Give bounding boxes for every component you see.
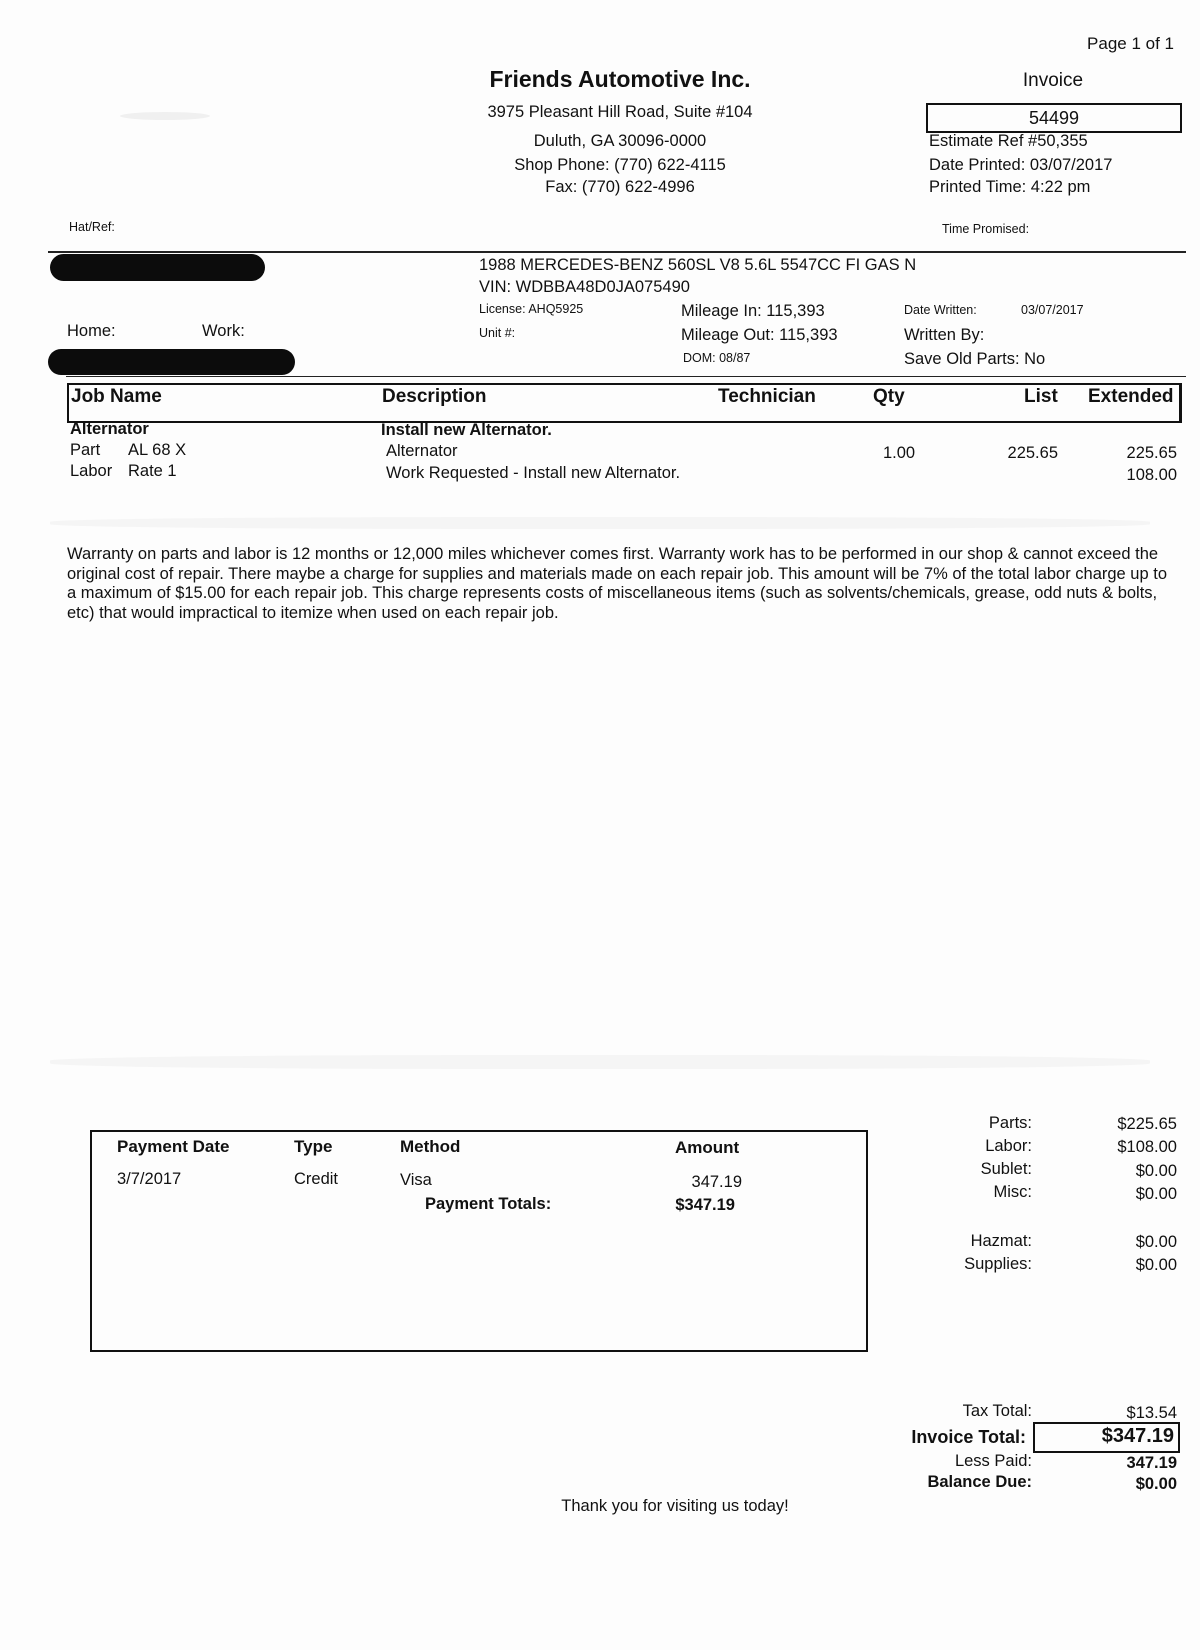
col-description: Description <box>382 386 487 407</box>
hazmat-label: Hazmat: <box>970 1232 1032 1250</box>
redacted-customer-name <box>50 254 265 281</box>
payment-type: Credit <box>294 1170 339 1188</box>
col-technician: Technician <box>718 386 816 407</box>
estimate-ref: Estimate Ref #50,355 <box>929 132 1088 150</box>
printed-time: Printed Time: 4:22 pm <box>929 178 1091 196</box>
invoice-total: $347.19 <box>1101 1425 1174 1447</box>
mileage-in: Mileage In: 115,393 <box>681 302 825 320</box>
misc-total: $0.00 <box>1135 1185 1177 1203</box>
invoice-number: 54499 <box>926 103 1182 133</box>
col-payment-date: Payment Date <box>117 1137 230 1156</box>
written-by-label: Written By: <box>904 326 985 344</box>
payment-method: Visa <box>400 1171 432 1189</box>
col-payment-amount: Amount <box>675 1138 740 1157</box>
hazmat-total: $0.00 <box>1135 1233 1177 1251</box>
payment-amount: 347.19 <box>691 1173 742 1191</box>
less-paid-label: Less Paid: <box>954 1452 1032 1470</box>
header-divider <box>48 251 1186 253</box>
vehicle-unit: Unit #: <box>479 326 516 340</box>
vehicle-dom: DOM: 08/87 <box>683 351 751 365</box>
col-list: List <box>1024 386 1058 407</box>
company-phone: Shop Phone: (770) 622-4115 <box>514 156 726 174</box>
date-written-label: Date Written: <box>904 303 977 317</box>
col-payment-type: Type <box>294 1137 333 1156</box>
paper-fold <box>50 1055 1150 1069</box>
row-extended: 108.00 <box>1126 466 1177 484</box>
misc-label: Misc: <box>993 1183 1032 1201</box>
hat-ref-label: Hat/Ref: <box>69 220 115 234</box>
vehicle-license: License: AHQ5925 <box>479 302 584 316</box>
payment-box <box>90 1130 868 1352</box>
balance-due-label: Balance Due: <box>927 1473 1032 1491</box>
row-code: Rate 1 <box>128 462 177 480</box>
labor-label: Labor: <box>985 1137 1032 1155</box>
payment-totals-value: $347.19 <box>675 1196 735 1214</box>
company-fax: Fax: (770) 622-4996 <box>545 178 695 196</box>
row-description: Work Requested - Install new Alternator. <box>386 464 681 482</box>
time-promised-label: Time Promised: <box>942 222 1030 236</box>
warranty-text: Warranty on parts and labor is 12 months or 12,000 miles whichever comes first. Warranty work has to be performed in our shop & cannot exceed the original cost of repair. There maybe a charge for supplies and materials made on each repair job. This amount will be 7% of the total labor charge up to a maximum of $15.00 for each repair job. This charge represents costs of miscellaneous items (such as solvents/chemicals, grease, odd nuts & bolts, etc) that would impractical to itemize when used on each repair job. <box>67 545 1168 622</box>
col-qty: Qty <box>873 386 905 407</box>
date-written-value: 03/07/2017 <box>1021 303 1084 317</box>
paper-fold <box>50 517 1150 529</box>
mileage-out: Mileage Out: 115,393 <box>681 326 838 344</box>
payment-totals-label: Payment Totals: <box>425 1195 552 1213</box>
job-description: Install new Alternator. <box>381 421 552 439</box>
less-paid-value: 347.19 <box>1126 1454 1177 1472</box>
parts-total: $225.65 <box>1117 1115 1177 1133</box>
vehicle-vin: VIN: WDBBA48D0JA075490 <box>479 278 690 296</box>
invoice-label: Invoice <box>1022 70 1084 91</box>
parts-label: Parts: <box>988 1114 1032 1132</box>
date-printed: Date Printed: 03/07/2017 <box>929 156 1113 174</box>
save-old-parts: Save Old Parts: No <box>904 350 1046 368</box>
row-list: 225.65 <box>1007 444 1058 462</box>
balance-due-value: $0.00 <box>1135 1475 1177 1493</box>
company-address-1: 3975 Pleasant Hill Road, Suite #104 <box>487 103 753 121</box>
scan-smudge <box>120 112 210 120</box>
redacted-customer-info <box>48 349 295 375</box>
tax-total-label: Tax Total: <box>962 1402 1032 1420</box>
company-name: Friends Automotive Inc. <box>489 66 751 92</box>
row-code: AL 68 X <box>128 441 187 459</box>
vehicle-divider <box>66 376 1186 377</box>
supplies-label: Supplies: <box>964 1255 1032 1273</box>
tax-total: $13.54 <box>1126 1404 1177 1422</box>
row-qty: 1.00 <box>883 444 916 462</box>
vehicle-description: 1988 MERCEDES-BENZ 560SL V8 5.6L 5547CC FI GAS N <box>479 256 917 274</box>
row-type: Labor <box>70 462 113 480</box>
job-table-header <box>67 383 1182 423</box>
sublet-total: $0.00 <box>1135 1162 1177 1180</box>
page-number: Page 1 of 1 <box>1087 34 1174 53</box>
row-extended: 225.65 <box>1126 444 1177 462</box>
invoice-total-label: Invoice Total: <box>911 1427 1026 1447</box>
col-payment-method: Method <box>400 1137 461 1156</box>
sublet-label: Sublet: <box>980 1160 1032 1178</box>
job-name: Alternator <box>70 420 149 438</box>
home-phone-label: Home: <box>67 322 116 340</box>
row-type: Part <box>70 441 101 459</box>
company-address-2: Duluth, GA 30096-0000 <box>533 132 707 150</box>
row-description: Alternator <box>386 442 458 460</box>
supplies-total: $0.00 <box>1135 1256 1177 1274</box>
labor-total: $108.00 <box>1117 1138 1177 1156</box>
payment-date: 3/7/2017 <box>117 1170 182 1188</box>
thank-you-message: Thank you for visiting us today! <box>561 1497 789 1515</box>
col-job-name: Job Name <box>71 386 162 407</box>
work-phone-label: Work: <box>202 322 245 340</box>
col-extended: Extended <box>1088 386 1174 407</box>
